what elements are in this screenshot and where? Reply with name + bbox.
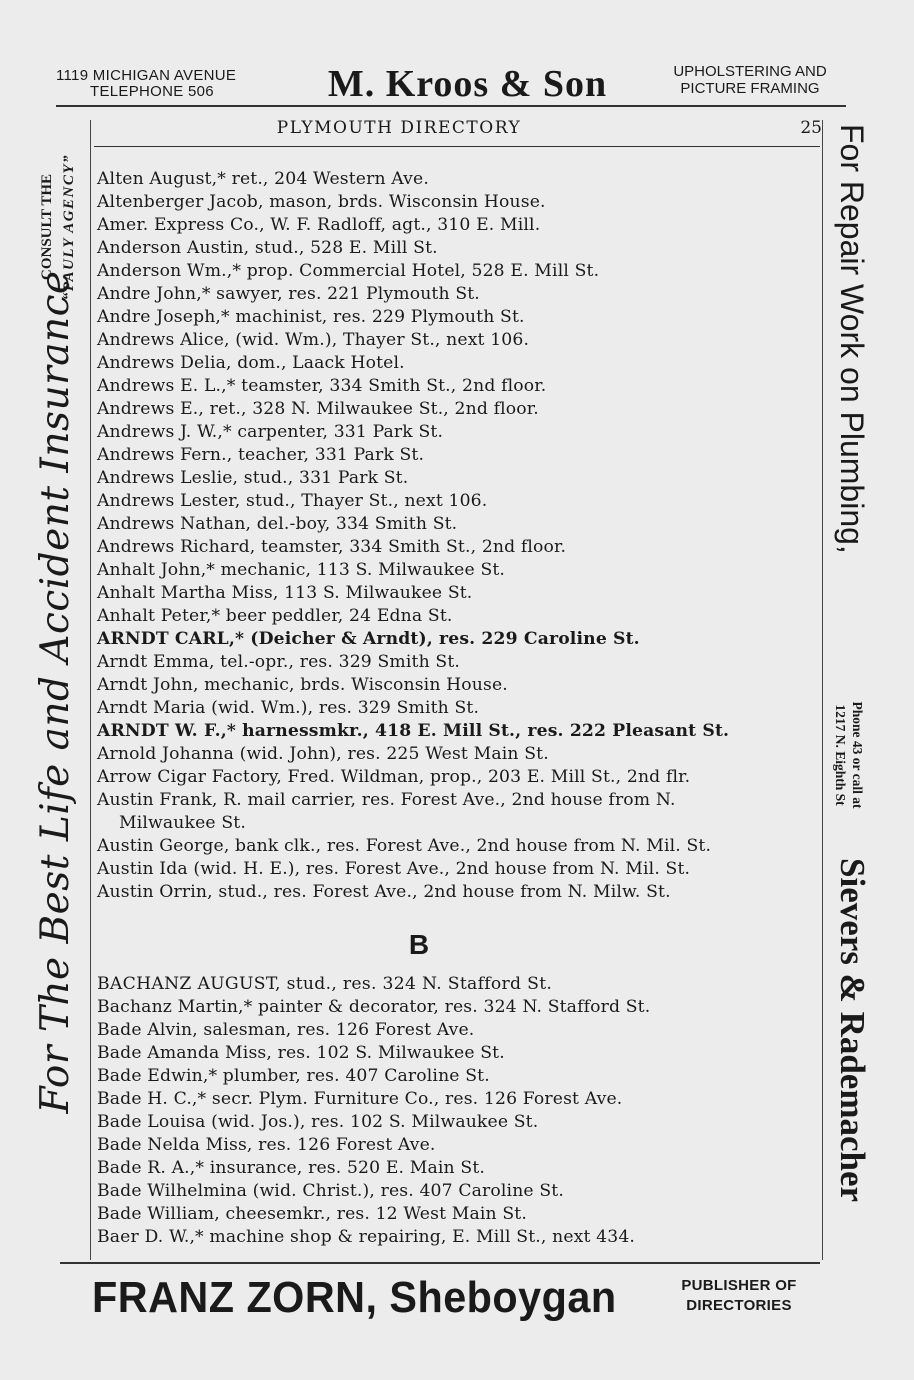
- trade-line: PICTURE FRAMING: [680, 80, 820, 97]
- page-number: 25: [800, 118, 822, 138]
- directory-entry: Arnold Johanna (wid. John), res. 225 West Main St.: [97, 744, 549, 764]
- directory-entry: Andrews Richard, teamster, 334 Smith St., 2nd floor.: [97, 537, 567, 557]
- directory-entry: Andrews Fern., teacher, 331 Park St.: [97, 445, 425, 465]
- directory-entry: Alten August,* ret., 204 Western Ave.: [97, 169, 429, 189]
- directory-entry: Andrews Delia, dom., Laack Hotel.: [97, 353, 405, 373]
- address-line: 1119 MICHIGAN AVENUE: [56, 67, 237, 84]
- publisher-line: PUBLISHER OF: [681, 1277, 797, 1294]
- advertiser-trade: [650, 63, 850, 97]
- directory-entry: Altenberger Jacob, mason, brds. Wisconsin House.: [97, 192, 546, 212]
- publisher-name: FRANZ ZORN, Sheboygan: [92, 1273, 617, 1322]
- publisher-line: DIRECTORIES: [686, 1297, 792, 1314]
- agency-ad-name: “PAULY AGENCY”: [61, 153, 77, 301]
- contact-address-line: 1217 N. Eighth St: [833, 704, 848, 806]
- right-frame-line: [822, 120, 823, 1260]
- directory-entry: Arndt Emma, tel.-opr., res. 329 Smith St.: [97, 652, 461, 672]
- directory-entry: Andrews Nathan, del.-boy, 334 Smith St.: [97, 514, 458, 534]
- directory-entry: Austin Frank, R. mail carrier, res. Forest Ave., 2nd house from N.: [97, 790, 676, 810]
- directory-entry: Anhalt John,* mechanic, 113 S. Milwaukee St.: [97, 560, 506, 580]
- directory-entry: Arrow Cigar Factory, Fred. Wildman, prop., 203 E. Mill St., 2nd flr.: [97, 767, 691, 787]
- directory-entry: Austin Orrin, stud., res. Forest Ave., 2nd house from N. Milw. St.: [97, 882, 671, 902]
- directory-entry: Bade Amanda Miss, res. 102 S. Milwaukee St.: [97, 1043, 505, 1063]
- section-letter-b: B: [408, 929, 430, 960]
- directory-entry: Andrews E. L.,* teamster, 334 Smith St., 2nd floor.: [97, 376, 547, 396]
- directory-entry: Bade Alvin, salesman, res. 126 Forest Ave.: [97, 1020, 475, 1040]
- directory-entry: Austin George, bank clk., res. Forest Ave., 2nd house from N. Mil. St.: [97, 836, 712, 856]
- header-divider: [94, 146, 820, 147]
- page-header: [94, 116, 820, 144]
- directory-entry: Austin Ida (wid. H. E.), res. Forest Ave., 2nd house from N. Mil. St.: [97, 859, 691, 879]
- plumber-name-vertical: Sievers & Rademacher: [833, 858, 872, 1203]
- directory-entry: Anhalt Peter,* beer peddler, 24 Edna St.: [97, 606, 453, 626]
- directory-entry: ARNDT CARL,* (Deicher & Arndt), res. 229 Caroline St.: [97, 629, 640, 649]
- directory-entry-continuation: Milwaukee St.: [119, 813, 246, 833]
- directory-entry: BACHANZ AUGUST, stud., res. 324 N. Stafford St.: [97, 974, 553, 994]
- directory-entry: Amer. Express Co., W. F. Radloff, agt., 310 E. Mill.: [97, 215, 541, 235]
- directory-entry: Bade William, cheesemkr., res. 12 West Main St.: [97, 1204, 527, 1224]
- top-advertisement: [0, 58, 914, 108]
- directory-entry: Bade Wilhelmina (wid. Christ.), res. 407 Caroline St.: [97, 1181, 564, 1201]
- section-a-entries: [97, 168, 821, 904]
- plumbing-ad-contact: [826, 660, 866, 850]
- left-frame-line: [90, 120, 91, 1260]
- directory-entry: Andre Joseph,* machinist, res. 229 Plymouth St.: [97, 307, 525, 327]
- trade-line: UPHOLSTERING AND: [673, 63, 827, 80]
- bottom-advertisement: [0, 1268, 914, 1338]
- directory-title: PLYMOUTH DIRECTORY: [276, 118, 522, 138]
- directory-entry: Anderson Austin, stud., 528 E. Mill St.: [97, 238, 438, 258]
- directory-entry: ARNDT W. F.,* harnessmkr., 418 E. Mill St., res. 222 Pleasant St.: [97, 721, 730, 741]
- top-divider: [56, 105, 846, 107]
- publisher-title: [656, 1276, 822, 1316]
- contact-phone-line: Phone 43 or call at: [850, 701, 865, 809]
- directory-entry: Baer D. W.,* machine shop & repairing, E. Mill St., next 434.: [97, 1227, 636, 1247]
- insurance-ad-vertical: For The Best Life and Accident Insurance: [33, 270, 78, 1114]
- directory-entry: Arndt John, mechanic, brds. Wisconsin House.: [97, 675, 508, 695]
- directory-entry: Anderson Wm.,* prop. Commercial Hotel, 528 E. Mill St.: [97, 261, 600, 281]
- plumbing-ad-vertical: For Repair Work on Plumbing,: [834, 124, 870, 554]
- directory-listing: [97, 168, 821, 1249]
- directory-entry: Bade Edwin,* plumber, res. 407 Caroline St.: [97, 1066, 490, 1086]
- directory-entry: Andre John,* sawyer, res. 221 Plymouth St.: [97, 284, 480, 304]
- directory-entry: Bachanz Martin,* painter & decorator, res. 324 N. Stafford St.: [97, 997, 651, 1017]
- agency-ad-line: CONSULT THE: [39, 173, 55, 281]
- advertiser-address: [56, 68, 286, 100]
- directory-entry: Andrews Leslie, stud., 331 Park St.: [97, 468, 409, 488]
- directory-entry: Anhalt Martha Miss, 113 S. Milwaukee St.: [97, 583, 473, 603]
- directory-entry: Andrews E., ret., 328 N. Milwaukee St., 2nd floor.: [97, 399, 539, 419]
- directory-entry: Andrews J. W.,* carpenter, 331 Park St.: [97, 422, 444, 442]
- directory-entry: Andrews Alice, (wid. Wm.), Thayer St., next 106.: [97, 330, 530, 350]
- directory-entry: Bade Louisa (wid. Jos.), res. 102 S. Milwaukee St.: [97, 1112, 539, 1132]
- advertiser-brand: M. Kroos & Son: [327, 63, 608, 105]
- directory-entry: Arndt Maria (wid. Wm.), res. 329 Smith St.: [97, 698, 480, 718]
- section-b-entries: [97, 973, 821, 1249]
- directory-entry: Bade Nelda Miss, res. 126 Forest Ave.: [97, 1135, 436, 1155]
- agency-ad-vertical: [36, 112, 84, 342]
- telephone-line: TELEPHONE 506: [90, 83, 214, 100]
- directory-entry: Andrews Lester, stud., Thayer St., next 106.: [97, 491, 488, 511]
- bottom-divider: [60, 1262, 820, 1264]
- directory-entry: Bade H. C.,* secr. Plym. Furniture Co., res. 126 Forest Ave.: [97, 1089, 623, 1109]
- directory-entry: Bade R. A.,* insurance, res. 520 E. Main St.: [97, 1158, 485, 1178]
